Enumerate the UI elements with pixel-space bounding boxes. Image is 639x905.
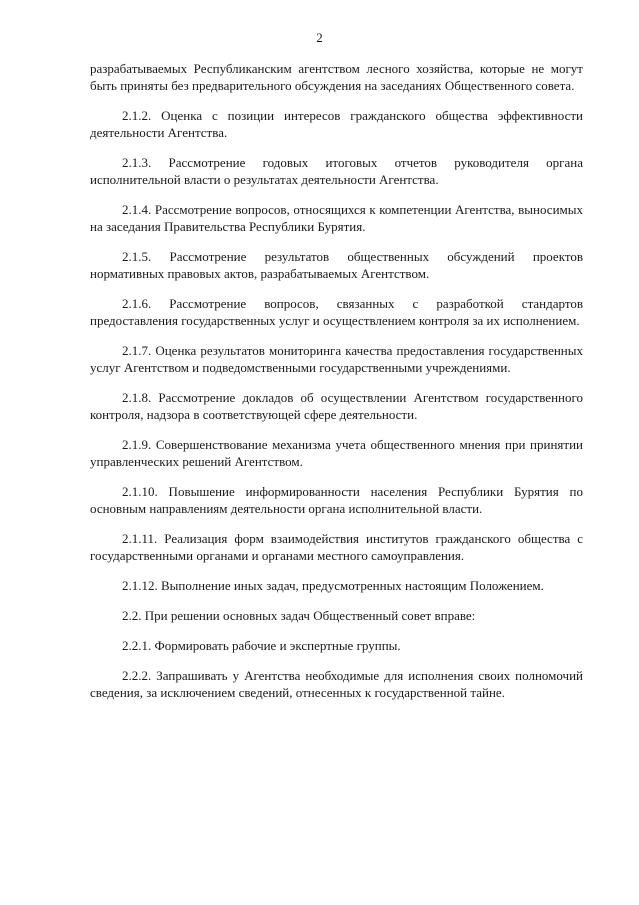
paragraph-2-2-2: 2.2.2. Запрашивать у Агентства необходимые для исполнения своих полномочий сведения, за исключением сведений, отнесенных к государственной тайне.	[90, 668, 583, 700]
page-number: 2	[316, 30, 323, 45]
paragraph-2-1-12: 2.1.12. Выполнение иных задач, предусмотренных настоящим Положением.	[122, 578, 544, 593]
paragraph-2-1-11: 2.1.11. Реализация форм взаимодействия институтов гражданского общества с государственными органами и органами местного самоуправления.	[90, 531, 583, 563]
paragraph-2-2: 2.2. При решении основных задач Общественный совет вправе:	[122, 608, 476, 623]
paragraph-2-1-2: 2.1.2. Оценка с позиции интересов гражданского общества эффективности деятельности Агентства.	[90, 108, 583, 140]
paragraph-2-1-8: 2.1.8. Рассмотрение докладов об осуществлении Агентством государственного контроля, надзора в соответствующей сфере деятельности.	[90, 390, 583, 422]
paragraph-2-1-3: 2.1.3. Рассмотрение годовых итоговых отчетов руководителя органа исполнительной власти о результатах деятельности Агентства.	[90, 155, 583, 187]
paragraph-2-2-1: 2.2.1. Формировать рабочие и экспертные группы.	[122, 638, 401, 653]
paragraph-2-1-4: 2.1.4. Рассмотрение вопросов, относящихся к компетенции Агентства, выносимых на заседания Правительства Республики Бурятия.	[90, 202, 583, 234]
paragraph-2-1-7: 2.1.7. Оценка результатов мониторинга качества предоставления государственных услуг Агентством и подведомственными государственными учреждениями.	[90, 343, 583, 375]
document-body	[90, 60, 583, 714]
paragraph-2-1-10: 2.1.10. Повышение информированности населения Республики Бурятия по основным направлениям деятельности органа исполнительной власти.	[90, 484, 583, 516]
paragraph-2-1-9: 2.1.9. Совершенствование механизма учета общественного мнения при принятии управленческих решений Агентством.	[90, 437, 583, 469]
paragraph-2-1-5: 2.1.5. Рассмотрение результатов общественных обсуждений проектов нормативных правовых актов, разрабатываемых Агентством.	[90, 249, 583, 281]
paragraph-2-1-6: 2.1.6. Рассмотрение вопросов, связанных с разработкой стандартов предоставления государственных услуг и осуществлением контроля за их исполнением.	[90, 296, 583, 328]
paragraph-continuation: разрабатываемых Республиканским агентством лесного хозяйства, которые не могут быть приняты без предварительного обсуждения на заседаниях Общественного совета.	[90, 61, 583, 93]
